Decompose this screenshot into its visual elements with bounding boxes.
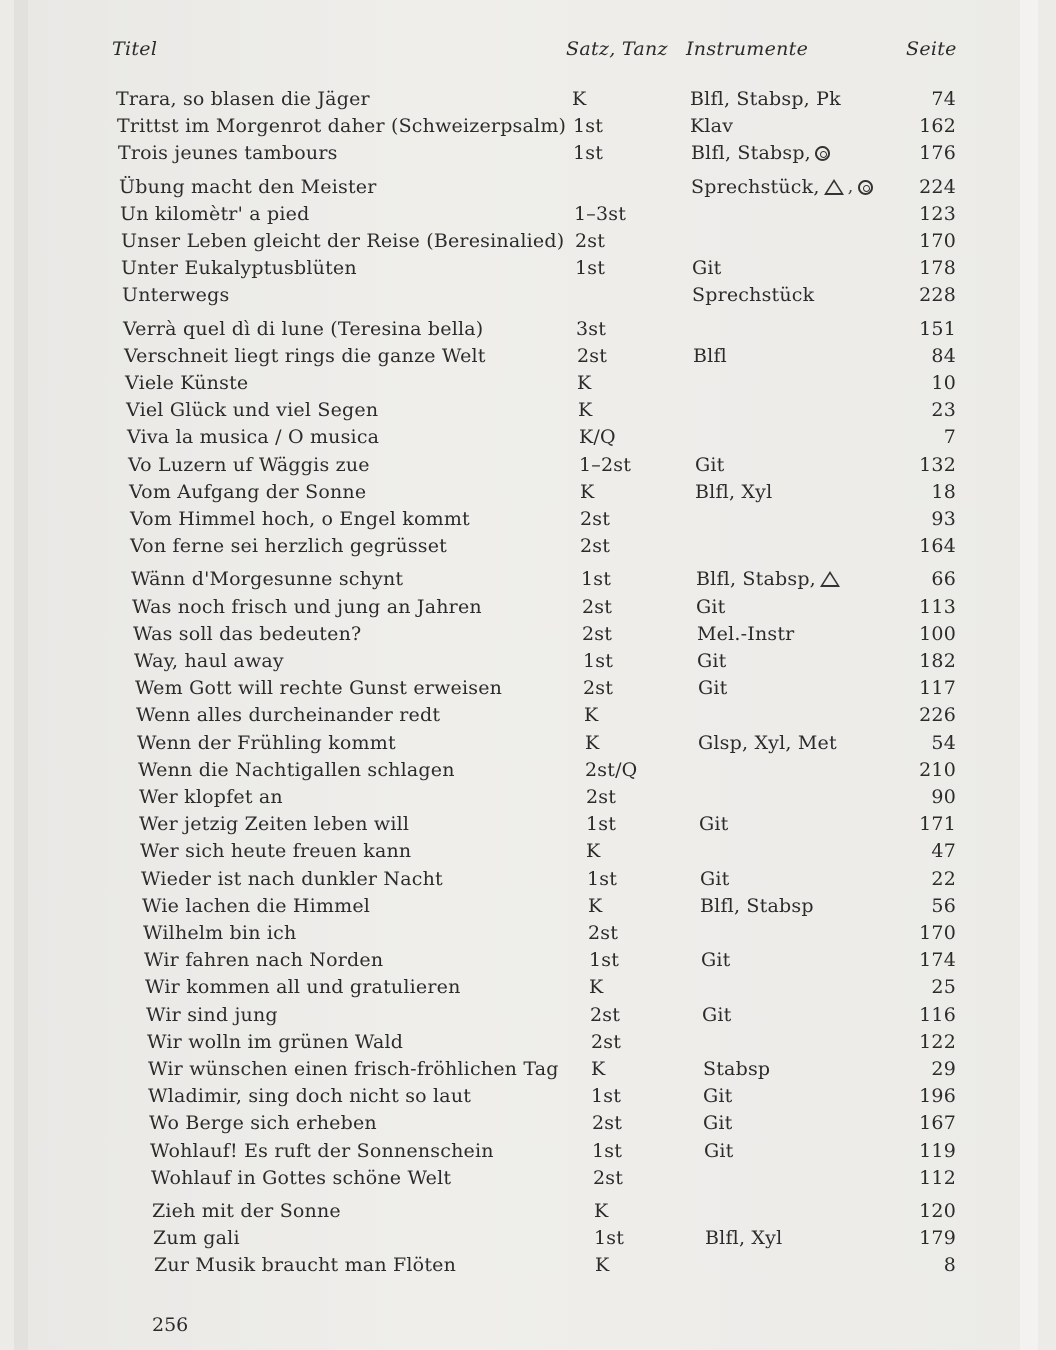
page-ref: 56 (931, 895, 956, 917)
column-header-instrumente: Instrumente (686, 38, 809, 60)
page-ref: 113 (919, 596, 956, 618)
instrumente (700, 893, 814, 919)
song-title: Wir fahren nach Norden (144, 949, 384, 971)
instrumente-text: Git (704, 1140, 734, 1162)
song-title: Unterwegs (122, 284, 230, 306)
page-ref: 10 (931, 372, 956, 394)
satz-tanz: 2st (575, 230, 606, 252)
song-title: Wem Gott will rechte Gunst erweisen (135, 677, 503, 699)
song-title: Viel Glück und viel Segen (126, 399, 379, 421)
satz-tanz: K (580, 481, 595, 503)
song-title: Way, haul away (134, 650, 284, 672)
triangle-icon (820, 571, 840, 587)
song-title: Was soll das bedeuten? (133, 623, 362, 645)
instrumente-text: Blfl (693, 345, 727, 367)
page-ref: 23 (931, 399, 956, 421)
table-row (0, 974, 1056, 1000)
satz-tanz: 2st (582, 596, 613, 618)
table-row (0, 533, 1056, 559)
table-row (0, 811, 1056, 837)
satz-tanz: K (595, 1254, 610, 1276)
table-row (0, 1198, 1056, 1224)
satz-tanz: K (585, 732, 600, 754)
table-row (0, 621, 1056, 647)
instrumente-text: Blfl, Stabsp, (691, 142, 811, 164)
table-row (0, 648, 1056, 674)
song-title: Wir kommen all und gratulieren (145, 976, 461, 998)
song-title: Viva la musica / O musica (127, 426, 380, 448)
instrumente (698, 675, 728, 701)
instrumente-text: Blfl, Stabsp, Pk (690, 88, 841, 110)
page-ref: 170 (919, 230, 956, 252)
table-row (0, 282, 1056, 308)
page-ref: 167 (919, 1112, 956, 1134)
instrumente (692, 255, 722, 281)
satz-tanz: K/Q (579, 426, 616, 448)
song-title: Zum gali (153, 1227, 240, 1249)
page-ref: 66 (931, 568, 956, 590)
table-row (0, 479, 1056, 505)
instrumente-text: Klav (690, 115, 734, 137)
instrumente (703, 1056, 770, 1082)
song-title: Viele Künste (125, 372, 249, 394)
satz-tanz: 2st (591, 1031, 622, 1053)
triangle-icon (824, 179, 844, 195)
page-ref: 25 (931, 976, 956, 998)
page-ref: 224 (919, 176, 956, 198)
column-header-seite: Seite (906, 38, 957, 60)
page-ref: 132 (919, 454, 956, 476)
instrumente-text: Git (696, 596, 726, 618)
instrumente-text: Git (699, 813, 729, 835)
song-title: Trois jeunes tambours (118, 142, 338, 164)
instrumente-text: Blfl, Stabsp (700, 895, 814, 917)
satz-tanz: 1st (581, 568, 612, 590)
table-row (0, 424, 1056, 450)
table-row (0, 228, 1056, 254)
song-title: Wenn der Frühling kommt (137, 732, 396, 754)
satz-tanz: 1st (586, 813, 617, 835)
page-ref: 162 (919, 115, 956, 137)
table-row (0, 397, 1056, 423)
table-row (0, 1083, 1056, 1109)
table-row (0, 343, 1056, 369)
table-row (0, 757, 1056, 783)
song-title: Vom Aufgang der Sonne (129, 481, 367, 503)
song-title: Wir wolln im grünen Wald (147, 1031, 404, 1053)
table-row (0, 86, 1056, 112)
satz-tanz: 2st (583, 677, 614, 699)
page-ref: 54 (931, 732, 956, 754)
satz-tanz: K (591, 1058, 606, 1080)
page-ref: 210 (919, 759, 956, 781)
satz-tanz: 2st (580, 535, 611, 557)
satz-tanz: 1st (589, 949, 620, 971)
song-title: Wir sind jung (146, 1004, 278, 1026)
column-header-satz: Satz, Tanz (566, 38, 668, 60)
satz-tanz: K (578, 399, 593, 421)
table-row (0, 784, 1056, 810)
instrumente (703, 1110, 733, 1136)
page-ref: 182 (919, 650, 956, 672)
page-ref: 117 (919, 677, 956, 699)
song-title: Von ferne sei herzlich gegrüsset (130, 535, 447, 557)
instrumente-text: Stabsp (703, 1058, 771, 1080)
page-ref: 29 (931, 1058, 956, 1080)
satz-tanz: 1–3st (574, 203, 627, 225)
page-ref: 7 (943, 426, 956, 448)
instrumente-text: Git (698, 677, 728, 699)
table-row (0, 594, 1056, 620)
satz-tanz: 1st (583, 650, 614, 672)
satz-tanz: K (588, 895, 603, 917)
satz-tanz: 1st (591, 1085, 622, 1107)
instrumente (695, 452, 725, 478)
song-title: Wer sich heute freuen kann (140, 840, 412, 862)
page-ref: 176 (919, 142, 956, 164)
song-title: Wer jetzig Zeiten leben will (139, 813, 410, 835)
satz-tanz: K (594, 1200, 609, 1222)
song-title: Wohlauf in Gottes schöne Welt (151, 1167, 452, 1189)
table-row (0, 201, 1056, 227)
instrumente (698, 730, 837, 756)
instrumente-text: Mel.-Instr (697, 623, 795, 645)
song-title: Verrà quel dì di lune (Teresina bella) (123, 318, 484, 340)
song-title: Was noch frisch und jung an Jahren (132, 596, 482, 618)
table-row (0, 1252, 1056, 1278)
table-row (0, 506, 1056, 532)
satz-tanz: 3st (576, 318, 607, 340)
instrumente-text: Git (701, 949, 731, 971)
song-title: Wie lachen die Himmel (142, 895, 371, 917)
satz-tanz: 1st (594, 1227, 625, 1249)
table-row (0, 947, 1056, 973)
page-ref: 119 (919, 1140, 956, 1162)
page-ref: 93 (931, 508, 956, 530)
page-ref: 18 (931, 481, 956, 503)
page-ref: 228 (919, 284, 956, 306)
separator: , (847, 176, 854, 197)
table-row (0, 866, 1056, 892)
instrumente (705, 1225, 782, 1251)
table-row (0, 1056, 1056, 1082)
satz-tanz: 1st (592, 1140, 623, 1162)
table-row (0, 113, 1056, 139)
song-title: Wir wünschen einen frisch-fröhlichen Tag (148, 1058, 559, 1080)
instrumente (704, 1138, 734, 1164)
page-ref: 179 (919, 1227, 956, 1249)
satz-tanz: 2st (582, 623, 613, 645)
instrumente-text: Git (695, 454, 725, 476)
satz-tanz: 1st (573, 142, 604, 164)
instrumente (697, 648, 727, 674)
song-title: Unser Leben gleicht der Reise (Beresinalied) (121, 230, 565, 252)
instrumente-text: Git (700, 868, 730, 890)
page-ref: 164 (919, 535, 956, 557)
instrumente-text: Git (692, 257, 722, 279)
satz-tanz: 2st (580, 508, 611, 530)
table-row (0, 730, 1056, 756)
table-row (0, 255, 1056, 281)
satz-tanz: K (589, 976, 604, 998)
instrumente (693, 343, 727, 369)
page-ref: 171 (919, 813, 956, 835)
table-row (0, 174, 1056, 200)
page-ref: 120 (919, 1200, 956, 1222)
instrumente (699, 811, 729, 837)
page-ref: 116 (919, 1004, 956, 1026)
song-title: Wenn alles durcheinander redt (136, 704, 441, 726)
table-row (0, 452, 1056, 478)
instrumente (691, 140, 830, 166)
table-row (0, 1110, 1056, 1136)
page-ref: 74 (931, 88, 956, 110)
page-ref: 122 (919, 1031, 956, 1053)
instrumente-text: Git (702, 1004, 732, 1026)
page-ref: 196 (919, 1085, 956, 1107)
table-row (0, 675, 1056, 701)
song-title: Un kilomètr' a pied (120, 203, 310, 225)
table-row (0, 1002, 1056, 1028)
satz-tanz: 2st (577, 345, 608, 367)
song-title: Wohlauf! Es ruft der Sonnenschein (150, 1140, 494, 1162)
song-title: Wenn die Nachtigallen schlagen (138, 759, 455, 781)
instrumente-text: Git (703, 1085, 733, 1107)
instrumente (690, 86, 841, 112)
page-ref: 22 (931, 868, 956, 890)
song-title: Wänn d'Morgesunne schynt (131, 568, 404, 590)
satz-tanz: 1st (573, 115, 604, 137)
satz-tanz: K (572, 88, 587, 110)
song-title: Vom Himmel hoch, o Engel kommt (130, 508, 470, 530)
song-title: Verschneit liegt rings die ganze Welt (124, 345, 486, 367)
table-row (0, 140, 1056, 166)
instrumente-text: Blfl, Stabsp, (696, 568, 816, 590)
satz-tanz: 2st (593, 1167, 624, 1189)
song-title: Übung macht den Meister (119, 176, 377, 198)
instrumente (700, 866, 730, 892)
satz-tanz: K (586, 840, 601, 862)
satz-tanz: 2st (586, 786, 617, 808)
song-title: Zur Musik braucht man Flöten (154, 1254, 457, 1276)
table-row (0, 566, 1056, 592)
song-title: Wladimir, sing doch nicht so laut (148, 1085, 472, 1107)
table-row (0, 893, 1056, 919)
page-ref: 178 (919, 257, 956, 279)
instrumente (690, 113, 733, 139)
song-title: Wilhelm bin ich (143, 922, 297, 944)
page-number: 256 (152, 1314, 189, 1336)
table-row (0, 370, 1056, 396)
page-ref: 112 (919, 1167, 956, 1189)
satz-tanz: 2st/Q (585, 759, 638, 781)
song-title: Zieh mit der Sonne (152, 1200, 341, 1222)
song-title: Trittst im Morgenrot daher (Schweizerpsalm) (117, 115, 567, 137)
satz-tanz: 1st (587, 868, 618, 890)
satz-tanz: 2st (592, 1112, 623, 1134)
satz-tanz: 1st (575, 257, 606, 279)
song-title: Wo Berge sich erheben (149, 1112, 377, 1134)
table-row (0, 1165, 1056, 1191)
satz-tanz: K (584, 704, 599, 726)
table-row (0, 1029, 1056, 1055)
instrumente (703, 1083, 733, 1109)
instrumente-text: Sprechstück, (691, 176, 820, 198)
instrumente-text: Blfl, Xyl (695, 481, 773, 503)
instrumente-text: Git (697, 650, 727, 672)
instrumente (702, 1002, 732, 1028)
satz-tanz: 1–2st (579, 454, 632, 476)
table-row (0, 1225, 1056, 1251)
song-title: Wieder ist nach dunkler Nacht (141, 868, 443, 890)
page-ref: 226 (919, 704, 956, 726)
instrumente (697, 621, 794, 647)
instrumente-text: Blfl, Xyl (705, 1227, 783, 1249)
instrumente (696, 594, 726, 620)
table-row (0, 1138, 1056, 1164)
page-ref: 123 (919, 203, 956, 225)
satz-tanz: 2st (588, 922, 619, 944)
satz-tanz: 2st (590, 1004, 621, 1026)
song-title: Unter Eukalyptusblüten (121, 257, 357, 279)
song-title: Trara, so blasen die Jäger (116, 88, 370, 110)
table-row (0, 838, 1056, 864)
instrumente (692, 282, 814, 308)
page-ref: 90 (931, 786, 956, 808)
table-row (0, 920, 1056, 946)
instrumente (691, 174, 873, 200)
page-ref: 8 (943, 1254, 956, 1276)
instrumente (701, 947, 731, 973)
instrumente-text: Glsp, Xyl, Met (698, 732, 837, 754)
satz-tanz: K (577, 372, 592, 394)
page-ref: 151 (919, 318, 956, 340)
instrumente-text: Git (703, 1112, 733, 1134)
page-ref: 84 (931, 345, 956, 367)
instrumente (696, 566, 840, 592)
instrumente (695, 479, 772, 505)
table-row (0, 702, 1056, 728)
page-ref: 100 (919, 623, 956, 645)
song-title: Vo Luzern uf Wäggis zue (128, 454, 370, 476)
table-row (0, 316, 1056, 342)
page-ref: 170 (919, 922, 956, 944)
page-ref: 174 (919, 949, 956, 971)
column-header-title: Titel (112, 38, 158, 60)
circle-icon (815, 146, 830, 161)
page-ref: 47 (931, 840, 956, 862)
song-title: Wer klopfet an (139, 786, 283, 808)
instrumente-text: Sprechstück (692, 284, 815, 306)
circle-icon (858, 180, 873, 195)
